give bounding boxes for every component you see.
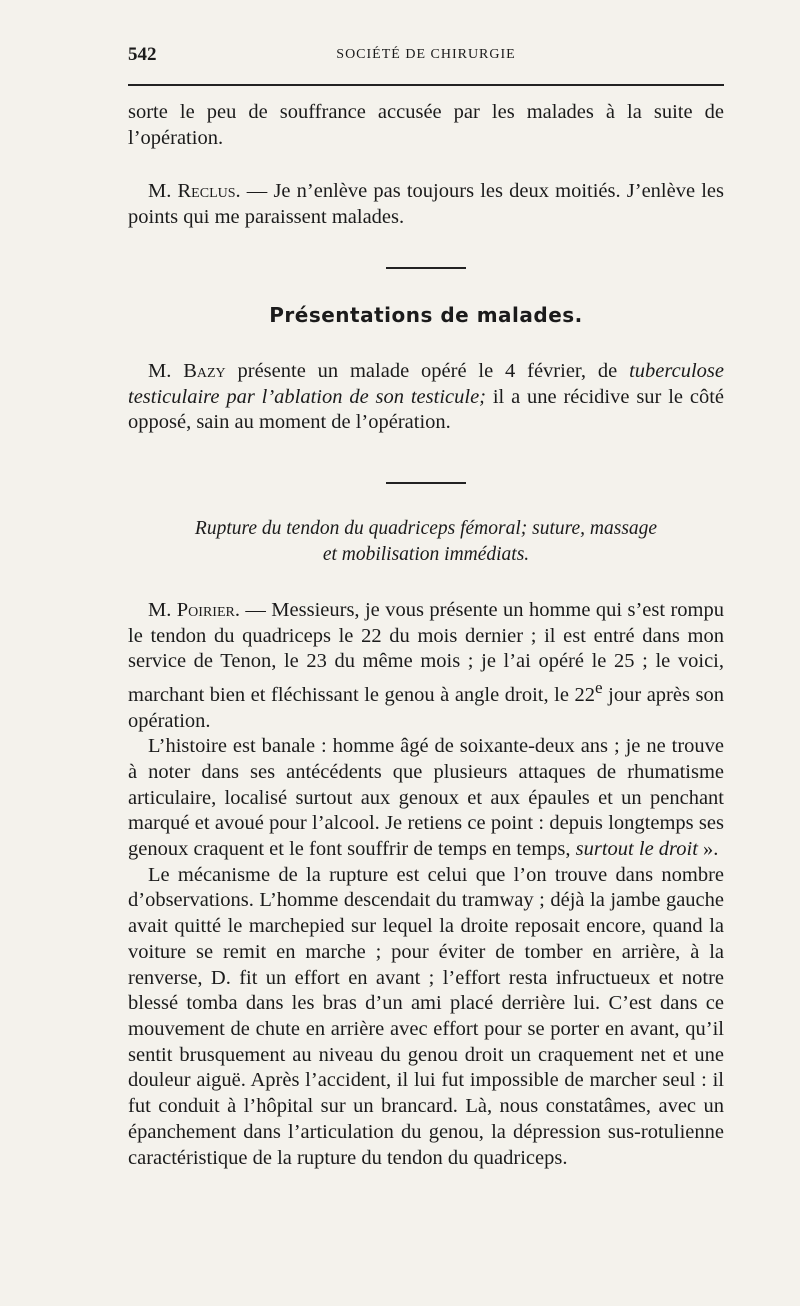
speaker-reclus: M. Reclus. (148, 180, 241, 203)
running-title: SOCIÉTÉ DE CHIRURGIE (336, 47, 516, 62)
case-title (128, 516, 724, 568)
header-rule (128, 84, 724, 86)
section-divider (386, 267, 466, 269)
page-body (128, 100, 724, 1171)
reclus-paragraph (128, 179, 724, 230)
bazy-paragraph (128, 359, 724, 436)
case-divider (386, 482, 466, 484)
mechanism-paragraph: Le mécanisme de la rupture est celui que l’on trouve dans nombre d’observations. L’homme descendait du tramway ; déjà la jambe gauche avait quitté le marchepied sur lequel la droite reposait encore, quand la voiture se remit en marche ; pour éviter de tomber en arrière, à la renverse, D. fit un effort en avant ; l’effort resta infructueux et notre blessé tomba dans les bras d’un ami placé derrière lui. C’est dans ce mouvement de chute en arrière avec effort pour se porter en avant, qu’il sentit brusquement au niveau du genou droit un craquement net et une douleur aiguë. Après l’accident, il lui fut impossible de marcher seul : il fut conduit à l’hôpital sur un brancard. Là, nous constatâmes, avec un épanchement dans l’articulation du genou, la dépression sus-rotulienne caractéristique de la rupture du tendon du quadriceps. (128, 863, 724, 1169)
section-title: Présentations de malades. (269, 302, 583, 327)
reclus-text: — Je n’enlève pas toujours les deux moitiés. J’enlève les points qui me paraissent malades. (128, 180, 724, 229)
poirier-superscript: e (595, 678, 603, 698)
history-text-1: L’histoire est banale : homme âgé de soixante-deux ans ; je ne trouve à noter dans ses antécédents que plusieurs attaques de rhumatisme articulaire, localisé surtout aux genoux et aux épaules et un penchant marqué et avoué pour l’alcool. Je retiens ce point : depuis longtemps ses genoux craquent et le font souffrir de temps en temps, (128, 735, 724, 861)
case-title-line-1: Rupture du tendon du quadriceps fémoral; suture, massage (194, 517, 658, 539)
speaker-poirier: M. Poirier. (148, 598, 240, 621)
history-paragraph (128, 734, 724, 863)
page-header (128, 44, 724, 72)
intro-paragraph: sorte le peu de souffrance accusée par les malades à la suite de l’opération. (128, 101, 724, 149)
history-italic: surtout le droit (575, 838, 698, 861)
poirier-paragraph (128, 598, 724, 734)
bazy-text-3: il a une récidive sur le côté opposé, sain au moment de l’opération. (128, 385, 724, 434)
case-title-line-2: et mobilisation immédiats. (322, 543, 530, 565)
bazy-italic-1: tuberculose testiculaire (128, 359, 724, 408)
history-text-2: ». (697, 838, 719, 861)
bazy-italic-2: par l’ablation de son testicule; (226, 385, 486, 408)
page-number: 542 (128, 44, 157, 65)
poirier-text-1: — Messieurs, je vous présente un homme qui s’est rompu le tendon du quadriceps le 22 du mois dernier ; il est entré dans mon service de Tenon, le 23 du même mois ; je l’ai opéré le 25 ; le voici, marchant bien et fléchissant le genou à angle droit, le 22 (128, 598, 725, 706)
poirier-text-2: jour après son opération. (128, 683, 724, 732)
speaker-bazy: M. Bazy (148, 359, 226, 382)
bazy-text-1: présente un malade opéré le 4 février, de (225, 359, 630, 382)
